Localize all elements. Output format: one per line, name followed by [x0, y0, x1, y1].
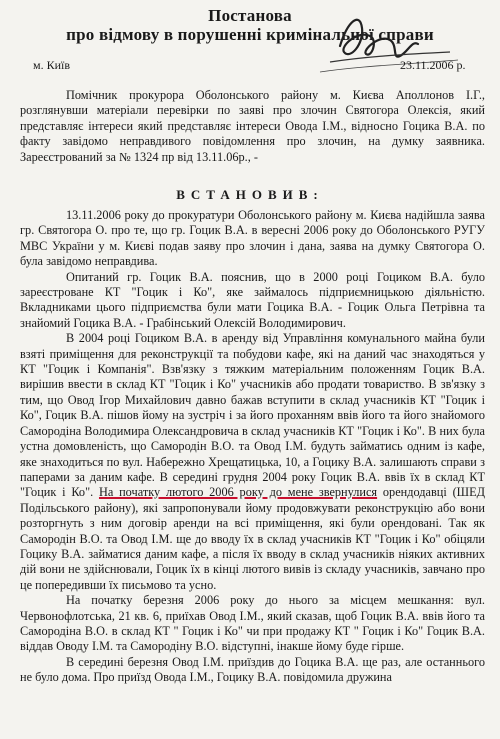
document-date: 23.11.2006 р.	[400, 58, 466, 72]
paragraph: Опитаний гр. Гоцик В.А. пояснив, що в 2000 році Гоциком В.А. було зареєстроване КТ "Гоцик і Ко", яке займалось підприємницькою діяльністю. Вкладниками цього підприємства були мати Гоцика В.А. - Гоцик Ольга Петрівна та знайомий Гоцика В.А. - Грабінський Олексій Володимирович.	[20, 269, 485, 330]
paragraph: На початку березня 2006 року до нього за місцем мешкання: вул. Червонофлотська, 21 кв. 6, приїхав Овод І.М., який сказав, щоб Гоцик В.А. ввів його та Самородіна В.О. в склад КТ " Гоцик і Ко" чи при продажу КТ " Гоцик і Ко" Гоцик В.А. віддав Оводу І.М. та Самородіну В.О. відступні, інакше йому буде гірше.	[20, 593, 485, 654]
document-title: Постанова	[208, 6, 292, 25]
document-city: м. Київ	[33, 58, 71, 72]
document-subtitle: про відмову в порушенні кримінальної справи	[66, 25, 434, 44]
document-body	[20, 208, 485, 686]
intro-paragraph: Помічник прокурора Оболонського району м. Києва Аполлонов І.Г., розглянувши матеріали перевірки по заяві про злочин Святогора Олексія, який представляє інтереси який представляє інтереси Овода І.М., відносно Гоцика В.А. по факту завідомо неправдивого повідомлення про злочин, на думку заявника. Зареєстрований за № 1324 пр від 13.11.06р., -	[20, 88, 485, 164]
section-heading: ВСТАНОВИВ:	[176, 187, 324, 202]
paragraph-text: орендодавці (ШЕД Подільського району), які запропонували йому продовжувати реконструкцію або вони розторгнуть з ним договір аренди на всі приміщення, які були орендовані. Так як Самородін В.О. та Овод І.М. ще до вводу їх в склад учасників КТ "Гоцик і Ко" обіцяли Гоцику В.А. займатися даним кафе, а після їх вводу в склад учасників ніяких активних дій вони не здійснювали, Гоцик їх в кінці лютого вивів із складу учасників, завчано про це попередивши їх письмово та усно.	[20, 485, 485, 592]
paragraph: В середині березня Овод І.М. приїздив до Гоцика В.А. ще раз, але останнього не було дома. Про приїзд Овода І.М., Гоцику В.А. повідомила дружина	[20, 654, 485, 685]
paragraph	[20, 331, 485, 593]
underlined-phrase: На початку лютого 2006 року до мене звернулися	[98, 485, 378, 500]
paragraph: 13.11.2006 року до прокуратури Оболонського району м. Києва надійшла заява гр. Святогора О. про те, що гр. Гоцик В.А. в вересні 2006 року до Оболонського РУГУ МВС України у м. Києві подав заяву про злочин і дана, заява на думку Святогора О. була завідомо неправдива.	[20, 208, 485, 269]
paragraph-text: В 2004 році Гоциком В.А. в аренду від Управління комунального майна були взяті приміщення для реконструкції та побудови кафе, які на даний час знаходяться у КТ "Гоцик і Компанія". Взв'язку з тяжким матеріальним положенням Гоцик В.А. вирішив ввести в склад КТ "Гоцик і Ко" учасників або продати товариство. В зв'язку з тим, що Овод Ігор Михайлович давно бажав вступити в склад учасників КТ "Гоцик і Ко", Гоцик В.А. пішов йому на зустріч і за його проханням ввів його та його знайомого Самородіна Володимира Олександровича в склад учасників КТ "Гоцик і Ко". В них була устна домовленість, що Самородін В.О. та Овод І.М. будуть займатись одним із кафе, яке знаходиться по вул. Набережно Хрещатицька, 10, а Гоцику В.А. залишають справи з паперами за даним кафе. В середині грудня 2004 року Гоцик В.А. ввів їх в склад КТ "Гоцик і Ко".	[20, 331, 485, 500]
